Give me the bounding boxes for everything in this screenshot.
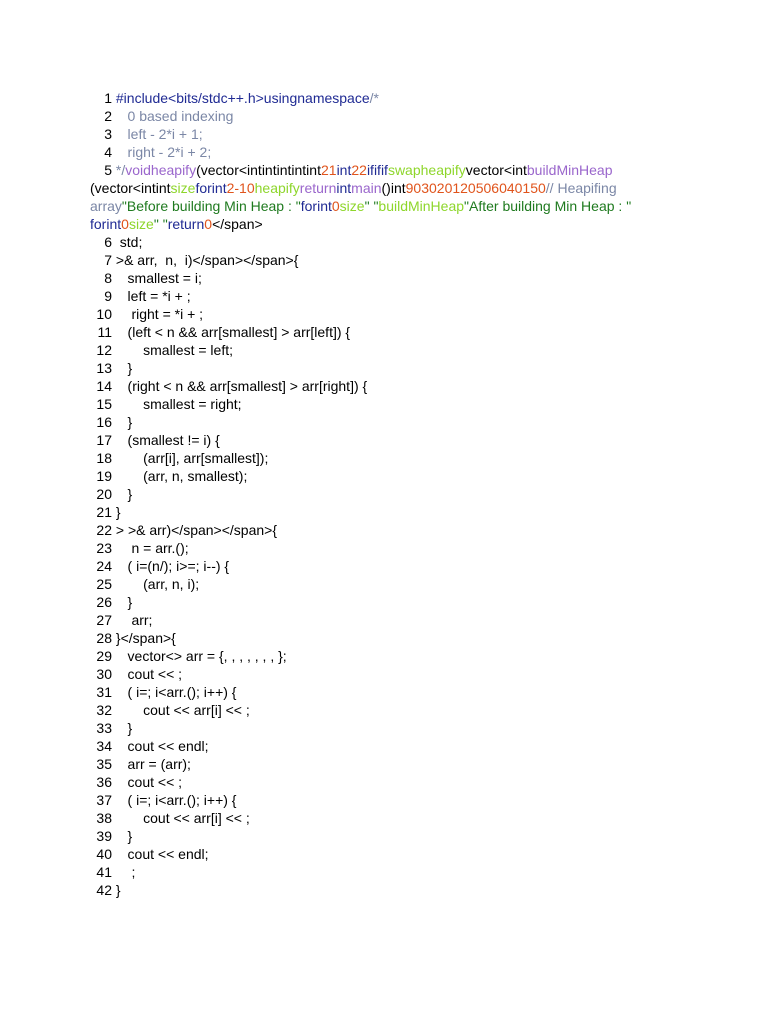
code-token: int: [211, 180, 227, 196]
code-text: (arr, n, i);: [112, 576, 200, 592]
code-token: // Heapifing: [545, 180, 617, 196]
line-number: 5: [104, 162, 112, 178]
code-text: cout << endl;: [112, 846, 209, 862]
code-text: cout << arr[i] << ;: [112, 702, 250, 718]
code-token: int: [336, 180, 352, 196]
code-line: [90, 341, 750, 359]
code-token: 0: [121, 216, 129, 232]
code-token: ()int: [381, 180, 406, 196]
code-text: smallest = i;: [112, 270, 202, 286]
code-token: usingnamespace: [263, 90, 370, 106]
code-line: [90, 485, 750, 503]
line-number: 36: [96, 774, 112, 790]
code-line: [90, 89, 750, 107]
line-number: 6: [104, 234, 112, 250]
line-number: 35: [96, 756, 112, 772]
code-line: [90, 881, 750, 899]
code-line: [90, 593, 750, 611]
code-line: [90, 143, 750, 161]
code-token: swap: [387, 162, 421, 178]
code-line: [90, 737, 750, 755]
code-text: (smallest != i) {: [112, 432, 220, 448]
line-number: 39: [96, 828, 112, 844]
code-text: cout << ;: [112, 774, 183, 790]
code-line: [90, 791, 750, 809]
code-token: size: [170, 180, 196, 196]
line-number: 41: [96, 864, 112, 880]
code-wrap-line: [90, 197, 750, 215]
code-token: ififif: [366, 162, 388, 178]
code-line: [90, 611, 750, 629]
line-number: 1: [104, 90, 112, 106]
line-number: 31: [96, 684, 112, 700]
code-text: > >& arr)</span></span>{: [112, 522, 278, 538]
line-number: 38: [96, 810, 112, 826]
code-line: [90, 323, 750, 341]
code-line: [90, 755, 750, 773]
code-text: }: [112, 414, 133, 430]
line-number: 17: [96, 432, 112, 448]
line-number: 19: [96, 468, 112, 484]
line-number: 23: [96, 540, 112, 556]
code-text: arr;: [112, 612, 153, 628]
code-text: (right < n && arr[smallest] > arr[right]) {: [112, 378, 368, 394]
code-text: cout << arr[i] << ;: [112, 810, 250, 826]
line-number: 3: [104, 126, 112, 142]
code-text: }: [112, 360, 133, 376]
code-text: }: [112, 594, 133, 610]
code-line: [90, 413, 750, 431]
code-line: [90, 845, 750, 863]
code-token: heapify: [420, 162, 466, 178]
code-token: buildMinHeap: [378, 198, 465, 214]
code-line: [90, 773, 750, 791]
line-number: 33: [96, 720, 112, 736]
line-number: 9: [104, 288, 112, 304]
code-token: 21: [320, 162, 337, 178]
code-text: [112, 89, 379, 107]
code-line: [90, 647, 750, 665]
code-token: heapify: [150, 162, 197, 178]
code-line: [90, 503, 750, 521]
line-number: 26: [96, 594, 112, 610]
code-token: int: [336, 162, 352, 178]
code-token: #include: [115, 90, 169, 106]
line-number: 24: [96, 558, 112, 574]
code-text: left - 2*i + 1;: [112, 126, 203, 142]
code-token: "Before building Min Heap : ": [121, 198, 301, 214]
code-token: void: [125, 162, 151, 178]
code-line: [90, 269, 750, 287]
code-token: /*: [369, 90, 379, 106]
code-text: (arr[i], arr[smallest]);: [112, 450, 269, 466]
line-number: 18: [96, 450, 112, 466]
line-number: 14: [96, 378, 112, 394]
line-number: 22: [96, 522, 112, 538]
line-number: 32: [96, 702, 112, 718]
code-line: [90, 161, 750, 179]
line-number: 2: [104, 108, 112, 124]
code-token: 0: [331, 198, 340, 214]
code-wrap-line: [90, 215, 750, 233]
line-number: 8: [104, 270, 112, 286]
code-line: [90, 539, 750, 557]
line-number: 12: [96, 342, 112, 358]
code-line: [90, 431, 750, 449]
line-number: 16: [96, 414, 112, 430]
line-number: 21: [96, 504, 112, 520]
code-token: 2-10: [226, 180, 255, 196]
line-number: 40: [96, 846, 112, 862]
code-line: [90, 557, 750, 575]
code-line: [90, 305, 750, 323]
code-text: }: [112, 720, 133, 736]
line-number: 7: [104, 252, 112, 268]
code-token: 903020120506040150: [405, 180, 546, 196]
code-line: [90, 107, 750, 125]
code-line: [90, 449, 750, 467]
code-line: [90, 467, 750, 485]
code-line: [90, 251, 750, 269]
code-line: [90, 125, 750, 143]
code-line: [90, 665, 750, 683]
line-number: 20: [96, 486, 112, 502]
code-text: }: [112, 882, 121, 898]
code-text: [112, 161, 612, 179]
code-token: return: [299, 180, 337, 196]
code-token: */: [115, 162, 126, 178]
code-text: ( i=; i<arr.(); i++) {: [112, 792, 237, 808]
code-text: right - 2*i + 2;: [112, 144, 212, 160]
line-number: 15: [96, 396, 112, 412]
code-line: [90, 809, 750, 827]
code-line: [90, 359, 750, 377]
code-text: smallest = left;: [112, 342, 233, 358]
code-line: [90, 827, 750, 845]
code-token: int: [317, 198, 332, 214]
line-number: 4: [104, 144, 112, 160]
code-text: ( i=; i<arr.(); i++) {: [112, 684, 237, 700]
code-line: [90, 863, 750, 881]
line-number: 28: [96, 630, 112, 646]
code-text: }: [112, 828, 133, 844]
code-text: (arr, n, smallest);: [112, 468, 248, 484]
code-line: [90, 377, 750, 395]
code-text: vector<> arr = {, , , , , , , };: [112, 648, 287, 664]
code-text: smallest = right;: [112, 396, 242, 412]
line-number: 13: [96, 360, 112, 376]
code-line: [90, 629, 750, 647]
line-number: 34: [96, 738, 112, 754]
code-line: [90, 233, 750, 251]
code-token: return: [167, 216, 205, 232]
code-text: }</span>{: [112, 630, 176, 646]
code-token: size: [128, 216, 154, 232]
code-line: [90, 287, 750, 305]
code-listing: [90, 89, 750, 899]
code-token: vector<int: [465, 162, 527, 178]
code-text: arr = (arr);: [112, 756, 191, 772]
line-number: 42: [96, 882, 112, 898]
code-token: "After building Min Heap : ": [464, 198, 632, 214]
code-token: 0: [204, 216, 213, 232]
code-text: ( i=(n/); i>=; i--) {: [112, 558, 230, 574]
code-text: left = *i + ;: [112, 288, 191, 304]
code-token: for: [300, 198, 318, 214]
code-line: [90, 521, 750, 539]
code-token: int: [106, 216, 122, 232]
line-number: 27: [96, 612, 112, 628]
code-line: [90, 683, 750, 701]
code-text: }: [112, 504, 121, 520]
code-wrap-line: [90, 179, 750, 197]
code-token: buildMinHeap: [526, 162, 613, 178]
code-token: " ": [153, 216, 168, 232]
code-text: ;: [112, 864, 136, 880]
code-token: heapify: [254, 180, 300, 196]
code-token: for: [195, 180, 212, 196]
code-text: cout << ;: [112, 666, 183, 682]
code-token: for: [90, 216, 107, 232]
code-token: " ": [364, 198, 379, 214]
line-number: 10: [96, 306, 112, 322]
code-text: n = arr.();: [112, 540, 189, 556]
line-number: 30: [96, 666, 112, 682]
code-text: 0 based indexing: [112, 108, 234, 124]
code-text: >& arr, n, i)</span></span>{: [112, 252, 299, 268]
code-line: [90, 575, 750, 593]
line-number: 25: [96, 576, 112, 592]
code-token: <bits/stdc++.h>: [168, 90, 264, 106]
code-text: (left < n && arr[smallest] > arr[left]) {: [112, 324, 351, 340]
line-number: 11: [97, 324, 112, 340]
code-text: std;: [112, 234, 143, 250]
code-line: [90, 701, 750, 719]
code-token: (vector<intintintintint: [196, 162, 321, 178]
line-number: 29: [96, 648, 112, 664]
line-number: 37: [96, 792, 112, 808]
code-token: 22: [351, 162, 367, 178]
code-text: }: [112, 486, 133, 502]
code-token: main: [351, 180, 382, 196]
code-token: size: [339, 198, 365, 214]
code-token: </span>: [212, 216, 263, 232]
code-token: array: [90, 198, 122, 214]
code-line: [90, 395, 750, 413]
code-token: (vector<intint: [90, 180, 171, 196]
code-text: right = *i + ;: [112, 306, 204, 322]
code-line: [90, 719, 750, 737]
code-text: cout << endl;: [112, 738, 209, 754]
